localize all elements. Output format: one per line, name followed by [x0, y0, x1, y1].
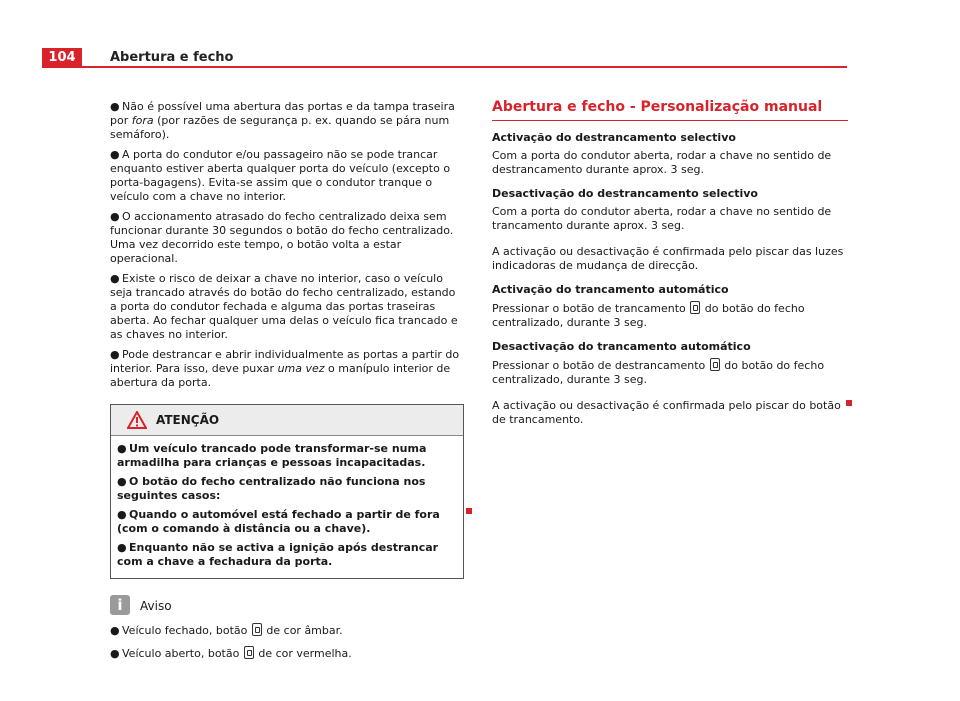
- list-item: [110, 148, 464, 204]
- bullet-text: Existe o risco de deixar a chave no interior, caso o veículo seja trancado através do botão do fecho centralizado, estando a porta do condutor fechada e alguma das portas traseiras aberta. Ao fechar qualquer uma delas o veículo fica trancado e as chaves no interior.: [110, 272, 458, 341]
- bullet-icon: ●: [110, 210, 120, 223]
- section-title: Abertura e fecho - Personalização manual: [492, 100, 848, 121]
- bullet-text: O accionamento atrasado do fecho centralizado deixa sem funcionar durante 30 segundos o botão do fecho centralizado. Uma vez decorrido este tempo, o botão volta a estar operacional.: [110, 210, 454, 265]
- bullet-text: (por razões de segurança p. ex. quando se pára num semáforo).: [110, 114, 450, 141]
- warning-box: [110, 404, 464, 579]
- note-box: [110, 595, 464, 661]
- bullet-icon: ●: [110, 624, 120, 637]
- note-text: de cor vermelha.: [254, 647, 352, 660]
- bullet-icon: ●: [117, 541, 127, 554]
- subheading: Desactivação do destrancamento selectivo: [492, 187, 758, 200]
- left-column: [110, 100, 464, 669]
- warning-body: [111, 436, 463, 578]
- note-text: Veículo aberto, botão: [122, 647, 243, 660]
- section-end-marker: [466, 508, 472, 514]
- info-icon: [110, 595, 130, 615]
- bullet-icon: ●: [117, 475, 127, 488]
- paragraph: A activação ou desactivação é confirmada pelo piscar das luzes indicadoras de mudança de direcção.: [492, 245, 844, 272]
- unlock-button-icon: [710, 358, 720, 371]
- bullet-icon: ●: [110, 348, 120, 361]
- list-item: [117, 442, 457, 470]
- list-item: [117, 475, 457, 503]
- paragraph: [492, 301, 848, 330]
- info-icon-letter: i: [117, 596, 123, 614]
- warning-title: ATENÇÃO: [156, 413, 220, 427]
- note-title: Aviso: [140, 599, 172, 613]
- paragraph-text: Pressionar o botão de destrancamento: [492, 359, 709, 372]
- list-item: [117, 541, 457, 569]
- bullet-emphasis: uma vez: [277, 362, 325, 375]
- bullet-icon: ●: [117, 508, 127, 521]
- bullet-icon: ●: [117, 442, 127, 455]
- warning-text: Quando o automóvel está fechado a partir de fora (com o comando à distância ou a chave).: [117, 508, 440, 535]
- warning-text: Um veículo trancado pode transformar-se numa armadilha para crianças e pessoas incapacitadas.: [117, 442, 427, 469]
- bullet-text: Não é possível uma abertura das portas e da tampa traseira por: [110, 100, 455, 127]
- lock-button-icon: [690, 301, 700, 314]
- bullet-emphasis: fora: [131, 114, 154, 127]
- paragraph: A activação ou desactivação é confirmada pelo piscar do botão de trancamento.: [492, 399, 841, 426]
- paragraph-text: do botão do fecho centralizado, durante 3 seg.: [492, 359, 825, 386]
- warning-header: [111, 405, 463, 436]
- bullet-icon: ●: [110, 148, 120, 161]
- bullet-text: A porta do condutor e/ou passageiro não se pode trancar enquanto estiver aberta qualquer porta do veículo (excepto o porta-bagagens). Evita-se assim que o condutor tranque o veículo com a chave no interior.: [110, 148, 451, 203]
- chapter-title: Abertura e fecho: [110, 50, 234, 65]
- bullet-icon: ●: [110, 100, 120, 113]
- bullet-text: Pode destrancar e abrir individualmente as portas a partir do interior. Para isso, deve puxar: [110, 348, 460, 375]
- paragraph: [492, 358, 848, 387]
- subheading: Activação do trancamento automático: [492, 283, 729, 296]
- header-rule: [82, 66, 847, 68]
- paragraph: Com a porta do condutor aberta, rodar a chave no sentido de trancamento durante aprox. 3 seg.: [492, 205, 832, 232]
- warning-triangle-icon: [127, 411, 147, 429]
- list-item: [110, 646, 464, 661]
- subheading: Activação do destrancamento selectivo: [492, 131, 736, 144]
- list-item: [110, 210, 464, 266]
- note-header: [110, 595, 464, 619]
- right-column: [492, 100, 848, 427]
- paragraph-text: do botão do fecho centralizado, durante 3 seg.: [492, 302, 805, 329]
- warning-text: Enquanto não se activa a ignição após destrancar com a chave a fechadura da porta.: [117, 541, 439, 568]
- unlock-button-icon: [244, 646, 254, 659]
- warning-text: O botão do fecho centralizado não funciona nos seguintes casos:: [117, 475, 426, 502]
- list-item: [110, 623, 464, 638]
- paragraph: Com a porta do condutor aberta, rodar a chave no sentido de destrancamento durante aprox. 3 seg.: [492, 149, 832, 176]
- page-number: 104: [42, 48, 82, 68]
- note-text: Veículo fechado, botão: [122, 624, 251, 637]
- note-text: de cor âmbar.: [262, 624, 343, 637]
- list-item: [110, 348, 464, 390]
- bullet-icon: ●: [110, 647, 120, 660]
- subheading: Desactivação do trancamento automático: [492, 340, 751, 353]
- lock-button-icon: [252, 623, 262, 636]
- list-item: [117, 508, 457, 536]
- section-end-marker: [846, 400, 852, 406]
- bullet-text: o manípulo interior de abertura da porta.: [110, 362, 451, 389]
- paragraph-text: Pressionar o botão de trancamento: [492, 302, 690, 315]
- list-item: [110, 272, 464, 342]
- bullet-icon: ●: [110, 272, 120, 285]
- list-item: [110, 100, 464, 142]
- page-header: [0, 0, 960, 70]
